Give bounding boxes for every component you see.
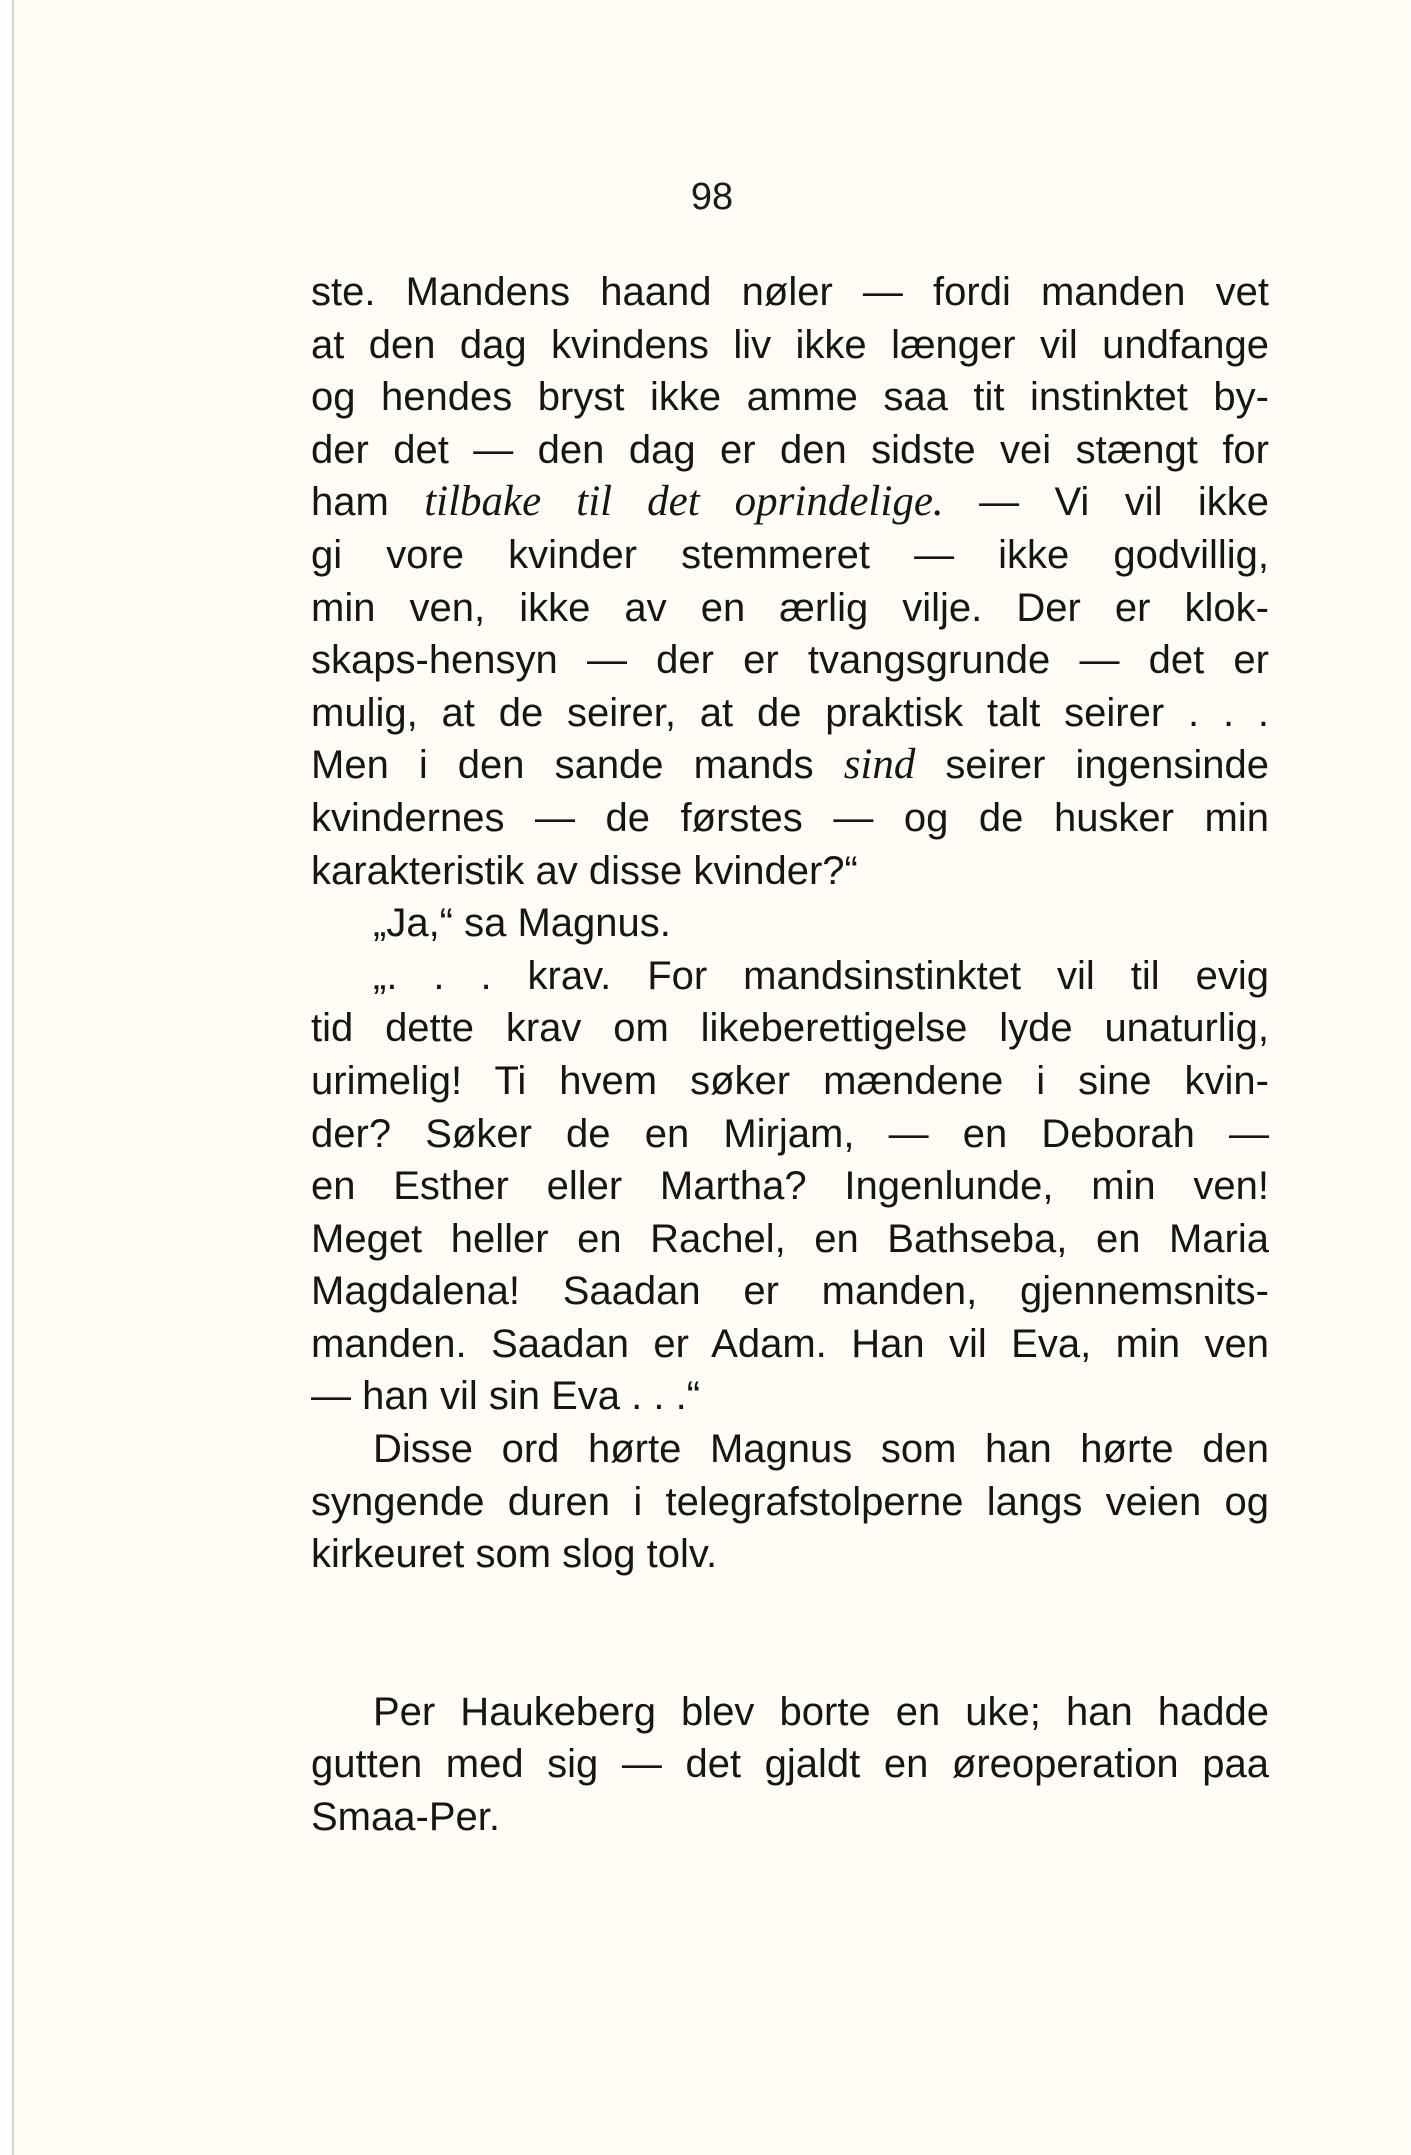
text-line: urimelig! Ti hvem søker mændene i sine kvin- — [311, 1058, 1269, 1103]
text-line: ham tilbake til det oprindelige. — Vi vil ikke — [311, 478, 1269, 526]
italic-phrase: tilbake til det oprindelige. — [424, 478, 944, 526]
text-line: Meget heller en Rachel, en Bathseba, en Maria — [311, 1216, 1269, 1261]
text-line: ste. Mandens haand nøler — fordi manden vet — [311, 270, 1269, 314]
book-page — [12, 0, 1410, 2155]
text-line: en Esther eller Martha? Ingenlunde, min ven! — [311, 1164, 1269, 1209]
text-line: Men i den sande mands sind seirer ingensinde — [311, 741, 1269, 789]
text-line: — han vil sin Eva . . .“ — [311, 1374, 701, 1419]
section-break — [311, 1581, 1269, 1686]
text-line: Smaa-Per. — [311, 1795, 500, 1840]
text-line: at den dag kvindens liv ikke længer vil undfange — [311, 322, 1269, 367]
text-line: gutten med sig — det gjaldt en øreoperation paa — [311, 1742, 1269, 1787]
text-line: karakteristik av disse kvinder?“ — [311, 848, 858, 893]
page-number: 98 — [690, 176, 734, 218]
text-line: Magdalena! Saadan er manden, gjennemsnits- — [311, 1269, 1269, 1314]
text-line: og hendes bryst ikke amme saa tit instinktet by- — [311, 375, 1269, 420]
text-line: syngende duren i telegrafstolperne langs veien og — [311, 1479, 1269, 1524]
text-line: kvindernes — de førstes — og de husker min — [311, 795, 1269, 840]
text-line: skaps-hensyn — der er tvangsgrunde — det er — [311, 638, 1269, 683]
text-line: der det — den dag er den sidste vei stængt for — [311, 427, 1269, 472]
text-line: Per Haukeberg blev borte en uke; han hadde — [373, 1689, 1269, 1734]
text-line: min ven, ikke av en ærlig vilje. Der er klok- — [311, 585, 1269, 630]
body-text — [311, 266, 1269, 1844]
italic-word: sind — [843, 741, 916, 789]
text-line: „. . . krav. For mandsinstinktet vil til evig — [373, 953, 1269, 998]
text-line: kirkeuret som slog tolv. — [311, 1532, 718, 1577]
text-line: „Ja,“ sa Magnus. — [373, 901, 671, 946]
text-line: manden. Saadan er Adam. Han vil Eva, min ven — [311, 1321, 1269, 1366]
text-line: mulig, at de seirer, at de praktisk talt seirer . . . — [311, 690, 1269, 735]
text-line: gi vore kvinder stemmeret — ikke godvillig, — [311, 532, 1269, 577]
text-line: Disse ord hørte Magnus som han hørte den — [373, 1427, 1269, 1472]
text-line: tid dette krav om likeberettigelse lyde unaturlig, — [311, 1006, 1269, 1051]
text-line: der? Søker de en Mirjam, — en Deborah — — [311, 1111, 1269, 1156]
